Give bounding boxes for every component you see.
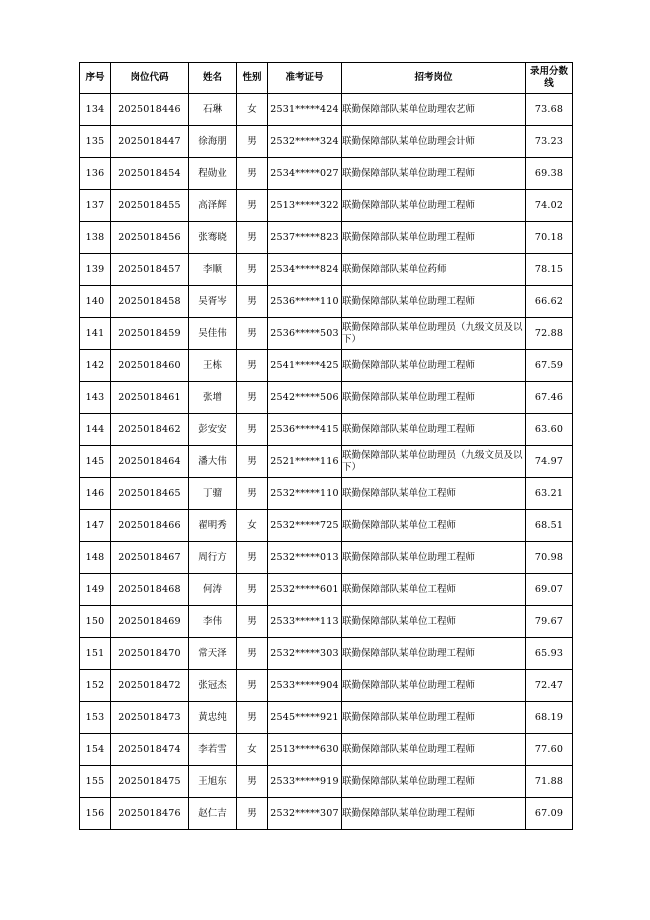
exam-ticket-cell: 2533*****904 [268,670,342,702]
name-cell: 程勋业 [189,158,237,190]
serial-number-cell: 140 [80,286,111,318]
table-row [80,190,573,222]
score-cell: 72.88 [526,318,573,350]
table-row [80,478,573,510]
exam-ticket-cell: 2513*****630 [268,734,342,766]
position-code-cell: 2025018475 [111,766,189,798]
score-cell: 79.67 [526,606,573,638]
gender-cell: 男 [237,702,268,734]
score-cell: 68.19 [526,702,573,734]
table-row [80,126,573,158]
position-code-cell: 2025018456 [111,222,189,254]
gender-cell: 女 [237,510,268,542]
score-cell: 73.23 [526,126,573,158]
name-cell: 张增 [189,382,237,414]
name-cell: 徐海朋 [189,126,237,158]
exam-ticket-cell: 2513*****322 [268,190,342,222]
exam-ticket-cell: 2532*****110 [268,478,342,510]
serial-number-cell: 137 [80,190,111,222]
score-cell: 63.60 [526,414,573,446]
table-row [80,734,573,766]
serial-number-cell: 154 [80,734,111,766]
name-cell: 常天泽 [189,638,237,670]
gender-cell: 男 [237,222,268,254]
score-cell: 63.21 [526,478,573,510]
position-cell: 联勤保障部队某单位助理工程师 [342,542,526,574]
serial-number-cell: 151 [80,638,111,670]
table-row [80,94,573,126]
name-cell: 翟明秀 [189,510,237,542]
position-cell: 联勤保障部队某单位助理工程师 [342,350,526,382]
serial-number-cell: 138 [80,222,111,254]
table-row [80,318,573,350]
header-serial-number: 序号 [80,63,111,94]
serial-number-cell: 143 [80,382,111,414]
exam-ticket-cell: 2532*****324 [268,126,342,158]
serial-number-cell: 152 [80,670,111,702]
serial-number-cell: 136 [80,158,111,190]
header-gender: 性别 [237,63,268,94]
name-cell: 丁骝 [189,478,237,510]
name-cell: 张骞晓 [189,222,237,254]
exam-ticket-cell: 2537*****823 [268,222,342,254]
serial-number-cell: 135 [80,126,111,158]
position-cell: 联勤保障部队某单位助理工程师 [342,734,526,766]
serial-number-cell: 146 [80,478,111,510]
position-cell: 联勤保障部队某单位助理工程师 [342,190,526,222]
table-row [80,382,573,414]
position-code-cell: 2025018446 [111,94,189,126]
position-cell: 联勤保障部队某单位助理会计师 [342,126,526,158]
position-code-cell: 2025018465 [111,478,189,510]
table-row [80,158,573,190]
name-cell: 李若雪 [189,734,237,766]
exam-ticket-cell: 2534*****027 [268,158,342,190]
exam-ticket-cell: 2542*****506 [268,382,342,414]
header-position-code: 岗位代码 [111,63,189,94]
position-cell: 联勤保障部队某单位助理农艺师 [342,94,526,126]
serial-number-cell: 145 [80,446,111,478]
serial-number-cell: 134 [80,94,111,126]
position-code-cell: 2025018460 [111,350,189,382]
gender-cell: 男 [237,158,268,190]
position-code-cell: 2025018473 [111,702,189,734]
gender-cell: 男 [237,414,268,446]
position-code-cell: 2025018467 [111,542,189,574]
name-cell: 赵仁吉 [189,798,237,830]
exam-ticket-cell: 2532*****307 [268,798,342,830]
position-code-cell: 2025018464 [111,446,189,478]
table-body [80,94,573,830]
score-cell: 70.98 [526,542,573,574]
score-cell: 78.15 [526,254,573,286]
score-cell: 73.68 [526,94,573,126]
gender-cell: 女 [237,734,268,766]
position-code-cell: 2025018454 [111,158,189,190]
name-cell: 吴胥岑 [189,286,237,318]
name-cell: 吴佳伟 [189,318,237,350]
position-cell: 联勤保障部队某单位工程师 [342,478,526,510]
exam-ticket-cell: 2541*****425 [268,350,342,382]
position-cell: 联勤保障部队某单位助理员（九级文员及以下） [342,318,526,350]
table-row [80,670,573,702]
position-code-cell: 2025018470 [111,638,189,670]
table-row [80,542,573,574]
position-cell: 联勤保障部队某单位助理工程师 [342,670,526,702]
position-code-cell: 2025018474 [111,734,189,766]
serial-number-cell: 141 [80,318,111,350]
gender-cell: 男 [237,446,268,478]
exam-ticket-cell: 2531*****424 [268,94,342,126]
table-row [80,574,573,606]
table-row [80,446,573,478]
table-row [80,510,573,542]
header-exam-ticket-number: 准考证号 [268,63,342,94]
position-cell: 联勤保障部队某单位助理工程师 [342,766,526,798]
position-cell: 联勤保障部队某单位助理工程师 [342,798,526,830]
name-cell: 张冠杰 [189,670,237,702]
exam-ticket-cell: 2532*****303 [268,638,342,670]
score-cell: 67.46 [526,382,573,414]
gender-cell: 女 [237,94,268,126]
score-cell: 69.38 [526,158,573,190]
exam-ticket-cell: 2521*****116 [268,446,342,478]
exam-ticket-cell: 2532*****013 [268,542,342,574]
name-cell: 李顺 [189,254,237,286]
position-code-cell: 2025018457 [111,254,189,286]
table-row [80,766,573,798]
position-code-cell: 2025018459 [111,318,189,350]
gender-cell: 男 [237,318,268,350]
gender-cell: 男 [237,574,268,606]
position-code-cell: 2025018472 [111,670,189,702]
serial-number-cell: 147 [80,510,111,542]
score-cell: 66.62 [526,286,573,318]
serial-number-cell: 148 [80,542,111,574]
score-cell: 69.07 [526,574,573,606]
gender-cell: 男 [237,478,268,510]
serial-number-cell: 156 [80,798,111,830]
name-cell: 潘大伟 [189,446,237,478]
position-code-cell: 2025018466 [111,510,189,542]
score-cell: 67.59 [526,350,573,382]
position-cell: 联勤保障部队某单位工程师 [342,574,526,606]
exam-ticket-cell: 2536*****110 [268,286,342,318]
name-cell: 李伟 [189,606,237,638]
gender-cell: 男 [237,606,268,638]
table-row [80,798,573,830]
serial-number-cell: 153 [80,702,111,734]
table-row [80,286,573,318]
table-row [80,702,573,734]
position-cell: 联勤保障部队某单位助理工程师 [342,222,526,254]
gender-cell: 男 [237,254,268,286]
exam-ticket-cell: 2536*****503 [268,318,342,350]
header-name: 姓名 [189,63,237,94]
gender-cell: 男 [237,286,268,318]
position-code-cell: 2025018458 [111,286,189,318]
table-row [80,254,573,286]
position-code-cell: 2025018468 [111,574,189,606]
position-cell: 联勤保障部队某单位助理工程师 [342,286,526,318]
admission-score-table [79,62,573,830]
gender-cell: 男 [237,542,268,574]
header-admission-score: 录用分数线 [526,63,573,94]
table-header [80,63,573,94]
position-code-cell: 2025018461 [111,382,189,414]
score-cell: 65.93 [526,638,573,670]
table-row [80,638,573,670]
gender-cell: 男 [237,350,268,382]
table-row [80,350,573,382]
exam-ticket-cell: 2534*****824 [268,254,342,286]
exam-ticket-cell: 2545*****921 [268,702,342,734]
name-cell: 高泽辉 [189,190,237,222]
score-cell: 70.18 [526,222,573,254]
score-cell: 74.02 [526,190,573,222]
exam-ticket-cell: 2533*****113 [268,606,342,638]
exam-ticket-cell: 2536*****415 [268,414,342,446]
position-code-cell: 2025018469 [111,606,189,638]
gender-cell: 男 [237,190,268,222]
gender-cell: 男 [237,766,268,798]
serial-number-cell: 142 [80,350,111,382]
serial-number-cell: 149 [80,574,111,606]
score-cell: 71.88 [526,766,573,798]
table-row [80,222,573,254]
position-code-cell: 2025018455 [111,190,189,222]
position-cell: 联勤保障部队某单位助理工程师 [342,382,526,414]
exam-ticket-cell: 2532*****725 [268,510,342,542]
serial-number-cell: 155 [80,766,111,798]
gender-cell: 男 [237,638,268,670]
score-cell: 72.47 [526,670,573,702]
exam-ticket-cell: 2532*****601 [268,574,342,606]
position-cell: 联勤保障部队某单位工程师 [342,606,526,638]
position-code-cell: 2025018462 [111,414,189,446]
position-cell: 联勤保障部队某单位药师 [342,254,526,286]
gender-cell: 男 [237,670,268,702]
position-cell: 联勤保障部队某单位助理工程师 [342,702,526,734]
serial-number-cell: 144 [80,414,111,446]
name-cell: 何涛 [189,574,237,606]
score-cell: 68.51 [526,510,573,542]
serial-number-cell: 139 [80,254,111,286]
name-cell: 黄忠纯 [189,702,237,734]
name-cell: 王栋 [189,350,237,382]
table-row [80,606,573,638]
name-cell: 周行方 [189,542,237,574]
position-cell: 联勤保障部队某单位助理工程师 [342,414,526,446]
position-cell: 联勤保障部队某单位助理工程师 [342,158,526,190]
position-code-cell: 2025018447 [111,126,189,158]
table-row [80,414,573,446]
gender-cell: 男 [237,798,268,830]
score-cell: 74.97 [526,446,573,478]
exam-ticket-cell: 2533*****919 [268,766,342,798]
name-cell: 彭安安 [189,414,237,446]
gender-cell: 男 [237,126,268,158]
serial-number-cell: 150 [80,606,111,638]
score-cell: 77.60 [526,734,573,766]
header-recruitment-position: 招考岗位 [342,63,526,94]
score-cell: 67.09 [526,798,573,830]
position-code-cell: 2025018476 [111,798,189,830]
header-row [80,63,573,94]
gender-cell: 男 [237,382,268,414]
position-cell: 联勤保障部队某单位助理员（九级文员及以下） [342,446,526,478]
name-cell: 石琳 [189,94,237,126]
position-cell: 联勤保障部队某单位助理工程师 [342,638,526,670]
position-cell: 联勤保障部队某单位工程师 [342,510,526,542]
name-cell: 王旭东 [189,766,237,798]
